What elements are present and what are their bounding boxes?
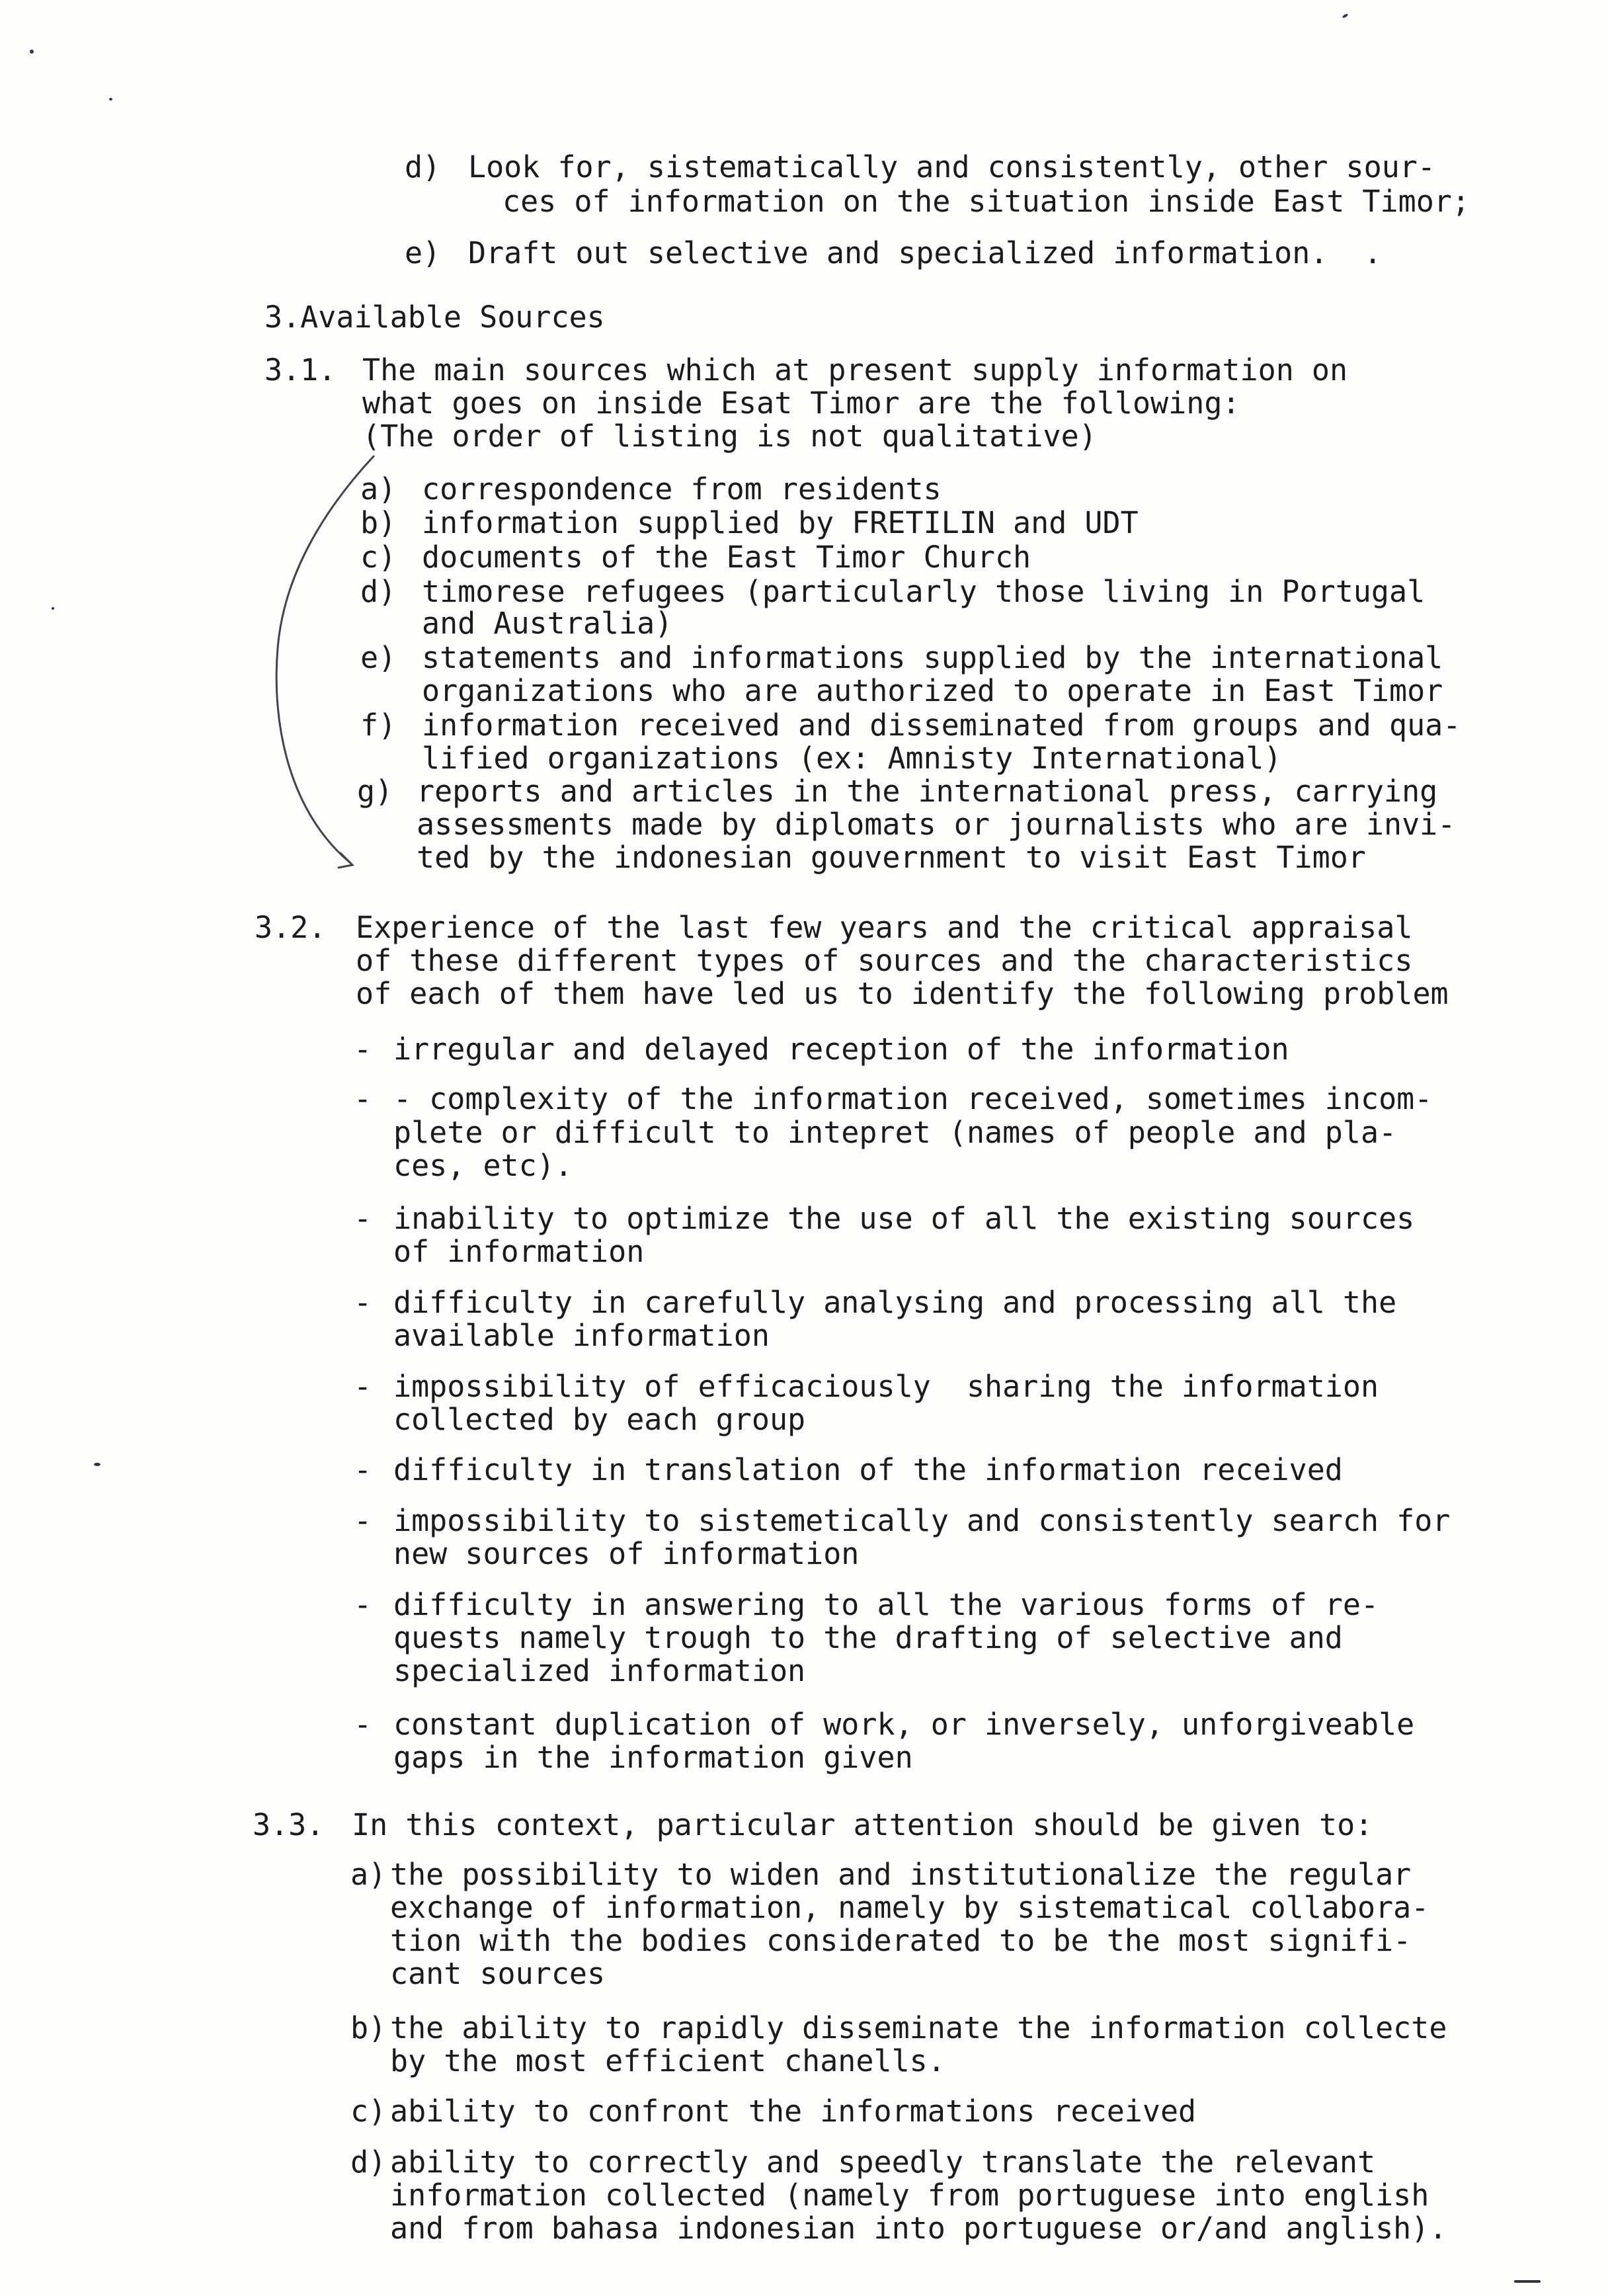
bullet-dash: - [354, 1201, 372, 1236]
paragraph-line: of these different types of sources and the characteristics [356, 943, 1413, 978]
item-label: d) [350, 2145, 387, 2180]
bullet-line: collected by each group [393, 1402, 806, 1437]
item-line: and from bahasa indonesian into portuguese or/and anglish). [390, 2211, 1447, 2246]
section-number: 3.1. [264, 352, 337, 388]
bullet-line: of information [393, 1234, 645, 1269]
item-label: e) [360, 640, 397, 675]
bullet-line: difficulty in answering to all the various forms of re- [393, 1587, 1379, 1622]
item-line: cant sources [390, 1956, 606, 1991]
bullet-line: inability to optimize the use of all the existing sources [393, 1201, 1415, 1236]
paragraph-line: what goes on inside Esat Timor are the following: [362, 386, 1240, 421]
item-line: ability to correctly and speedly translate the relevant [390, 2145, 1376, 2180]
bullet-line: specialized information [393, 1653, 806, 1688]
bullet-line: ces, etc). [393, 1148, 573, 1183]
bullet-line: constant duplication of work, or inversely, unforgiveable [393, 1707, 1415, 1742]
item-line: Look for, sistematically and consistently, other sour- [468, 149, 1435, 184]
item-line: ted by the indonesian gouvernment to visit East Timor [417, 840, 1366, 875]
scan-speck [1514, 2280, 1541, 2283]
item-label: c) [350, 2094, 387, 2129]
bullet-dash: - [354, 1503, 372, 1538]
bullet-dash: - [354, 1081, 372, 1116]
item-label: d) [360, 574, 397, 609]
item-line: ability to confront the informations received [390, 2094, 1197, 2129]
bullet-line: quests namely trough to the drafting of selective and [393, 1620, 1343, 1655]
item-line: information received and disseminated from groups and qua- [422, 708, 1461, 743]
item-line: assessments made by diplomats or journalists who are invi- [417, 807, 1456, 842]
item-label: b) [360, 505, 397, 540]
item-label: c) [360, 540, 397, 575]
section-number: 3.3. [253, 1807, 325, 1842]
paragraph-line: of each of them have led us to identify the following problem [356, 976, 1449, 1011]
bullet-dash: - [354, 1452, 372, 1487]
bullet-line: difficulty in translation of the information received [393, 1452, 1343, 1487]
item-label: b) [350, 2010, 387, 2045]
item-line: organizations who are authorized to operate in East Timor [422, 673, 1443, 708]
bullet-dash: - [354, 1369, 372, 1404]
item-line: information supplied by FRETILIN and UDT [422, 505, 1139, 540]
bullet-line: plete or difficult to intepret (names of people and pla- [393, 1115, 1397, 1150]
item-line: reports and articles in the international press, carrying [417, 774, 1438, 809]
paragraph-line: In this context, particular attention should be given to: [352, 1807, 1373, 1842]
scan-speck [30, 50, 34, 54]
bullet-line: impossibility to sistemetically and consistently search for [393, 1503, 1451, 1538]
item-label: d) [405, 149, 441, 184]
paragraph-line: Experience of the last few years and the critical appraisal [356, 910, 1413, 945]
item-line: timorese refugees (particularly those living in Portugal [422, 574, 1426, 609]
item-label: g) [357, 774, 393, 809]
item-line: the ability to rapidly disseminate the information collecte [390, 2010, 1447, 2045]
item-line: exchange of information, namely by sistematical collabora- [390, 1890, 1429, 1925]
bullet-line: new sources of information [393, 1536, 860, 1571]
bullet-dash: - [354, 1587, 372, 1622]
bullet-line: - complexity of the information received, sometimes incom- [393, 1081, 1433, 1116]
item-line: statements and informations supplied by the international [422, 640, 1443, 675]
bullet-line: difficulty in carefully analysing and processing all the [393, 1285, 1397, 1320]
bullet-line: irregular and delayed reception of the information [393, 1032, 1289, 1067]
bullet-dash: - [354, 1707, 372, 1742]
section-heading: 3.Available Sources [264, 300, 605, 335]
item-label: a) [350, 1857, 387, 1892]
item-line: by the most efficient chanells. [390, 2043, 945, 2078]
item-line: lified organizations (ex: Amnisty International) [422, 741, 1282, 776]
item-line: the possibility to widen and institutionalize the regular [390, 1857, 1412, 1892]
item-line: ces of information on the situation inside East Timor; [502, 184, 1470, 219]
scan-speck [109, 98, 112, 101]
item-label: e) [405, 235, 441, 270]
item-line: documents of the East Timor Church [422, 540, 1031, 575]
bullet-dash: - [354, 1285, 372, 1320]
bullet-line: impossibility of efficaciously sharing the information [393, 1369, 1379, 1404]
item-label: f) [360, 708, 397, 743]
paragraph-line: The main sources which at present supply information on [362, 352, 1348, 388]
item-label: a) [360, 472, 397, 507]
item-line: correspondence from residents [422, 472, 942, 507]
paragraph-line: (The order of listing is not qualitative) [362, 419, 1097, 454]
scan-speck [94, 1463, 100, 1466]
item-line: and Australia) [422, 606, 673, 641]
item-line: information collected (namely from portuguese into english [390, 2178, 1429, 2213]
item-line: tion with the bodies considerated to be the most signifi- [390, 1923, 1412, 1958]
bullet-dash: - [354, 1032, 372, 1067]
section-number: 3.2. [255, 910, 327, 945]
bullet-line: available information [393, 1318, 770, 1353]
bullet-line: gaps in the information given [393, 1740, 913, 1775]
scan-speck [52, 607, 54, 610]
item-line: Draft out selective and specialized information. . [468, 235, 1382, 270]
